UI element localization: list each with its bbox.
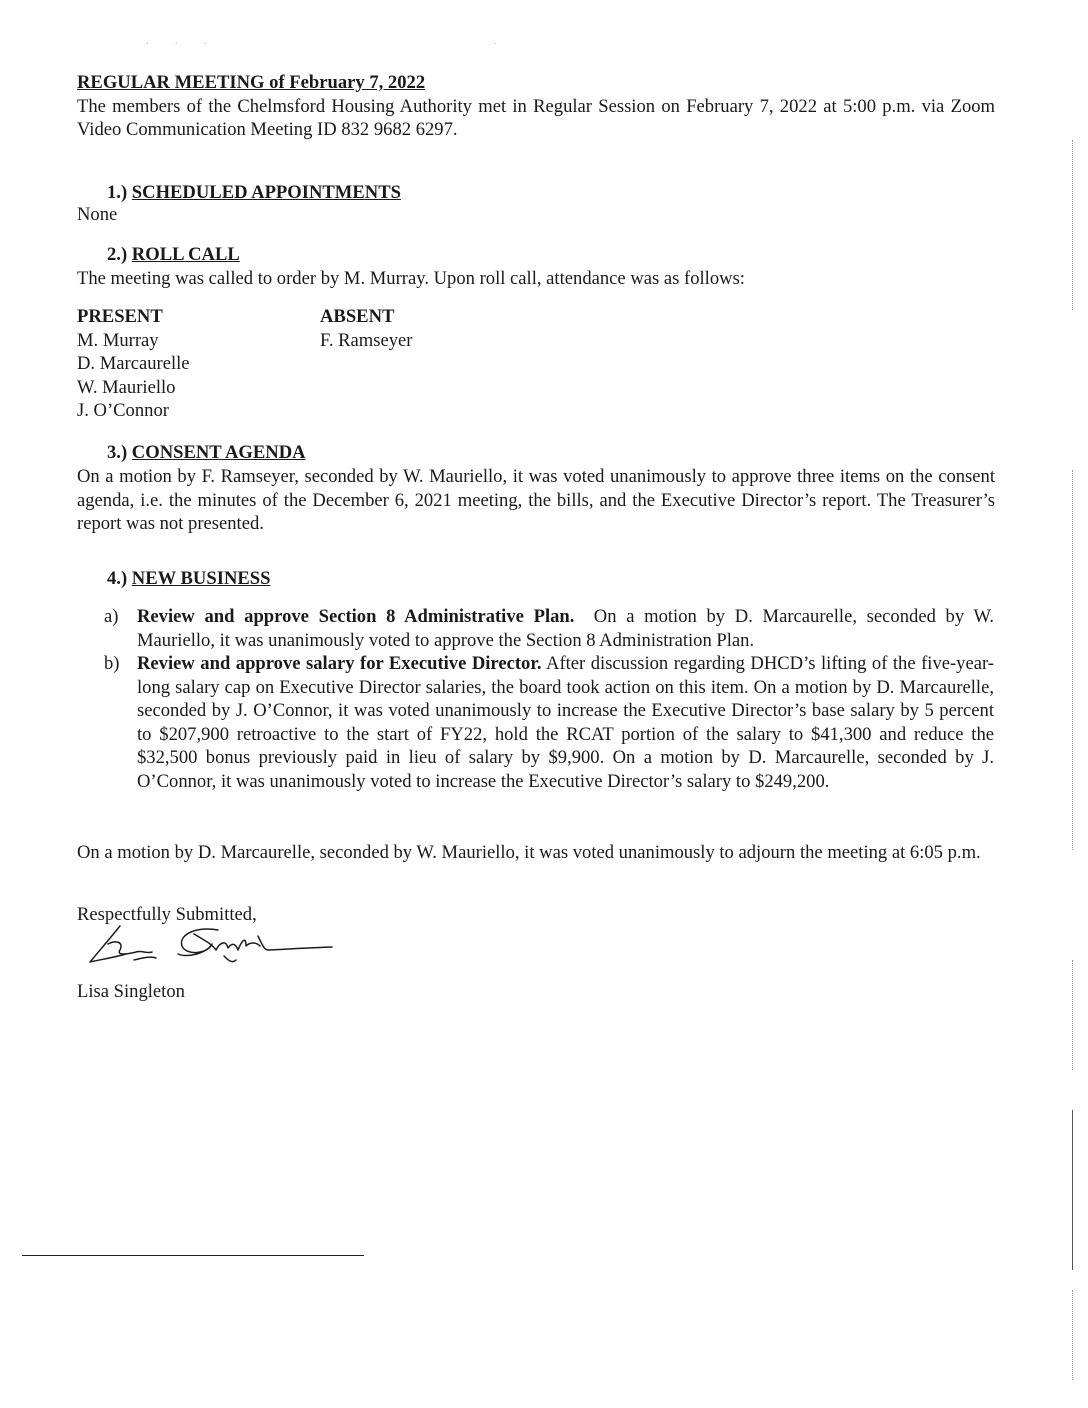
list-item-lead: Review and approve Section 8 Administrative Plan. [137,606,575,627]
list-item [104,652,994,793]
scan-edge-artifact [1072,960,1073,1070]
absent-member: F. Ramseyer [320,329,413,351]
adjournment-text: On a motion by D. Marcaurelle, seconded by W. Mauriello, it was voted unanimously to adjourn the meeting at 6:05 p.m. [77,842,981,863]
meeting-intro: The members of the Chelmsford Housing Authority met in Regular Session on February 7, 2022 at 5:00 p.m. via Zoom Video Communication Meeting ID 832 9682 6297. [77,95,995,140]
list-marker: a) [104,606,119,627]
present-member: M. Murray [77,329,159,351]
scan-edge-artifact [1072,470,1073,850]
footnote-divider [22,1255,364,1256]
present-member: W. Mauriello [77,376,176,398]
list-item-body [137,652,994,793]
section-number: 4.) [107,568,128,589]
present-member: J. O’Connor [77,400,169,421]
list-marker: b) [104,653,120,674]
section-title: SCHEDULED APPOINTMENTS [131,182,401,203]
list-item-lead: Review and approve salary for Executive Director. [137,653,542,674]
list-item-text: On a motion by D. Marcaurelle, seconded by W. Mauriello, it was unanimously voted to approve the Section 8 Administration Plan. [137,606,994,651]
scan-edge-artifact [1072,140,1073,310]
absent-label: ABSENT [320,306,395,327]
section-heading-roll-call [107,243,240,267]
present-label: PRESENT [77,306,163,327]
scan-edge-artifact [1072,1290,1073,1380]
section-title: ROLL CALL [131,244,240,265]
roll-call-body: The meeting was called to order by M. Murray. Upon roll call, attendance was as follows: [77,268,745,289]
scan-specks: . . . . [146,36,509,47]
section-heading-consent-agenda [107,441,306,465]
meeting-header [77,71,995,142]
consent-agenda-body: On a motion by F. Ramseyer, seconded by W. Mauriello, it was voted unanimously to approve three items on the consent agenda, i.e. the minutes of the December 6, 2021 meeting, the bills, and the Executive Director’s report. The Treasurer’s report was not presented. [77,466,995,534]
meeting-title: REGULAR MEETING of February 7, 2022 [77,72,426,93]
list-item-body [137,605,994,652]
section-heading-appointments [107,181,401,205]
list-item [104,605,994,652]
appointments-body: None [77,204,118,225]
list-item-text: After discussion regarding DHCD’s lifting of the five-year-long salary cap on Executive Director salaries, the board took action on this item. On a motion by D. Marcaurelle, seconded by J. O’Connor, it was voted unanimously to increase the Executive Director’s base salary by 5 percent to $207,900 retroactive to the start of FY22, hold the RCAT portion of the salary to $41,300 and reduce the $32,500 bonus previously paid in lieu of salary by $9,900. On a motion by D. Marcaurelle, seconded by J. O’Connor, it was unanimously voted to increase the Executive Director’s salary to $249,200. [137,653,994,792]
section-heading-new-business [107,567,270,591]
present-member: D. Marcaurelle [77,353,190,374]
absent-column [320,305,413,352]
section-title: CONSENT AGENDA [131,442,306,463]
scan-edge-artifact [1072,1110,1073,1270]
section-number: 2.) [107,244,128,265]
closing-salutation: Respectfully Submitted, [77,904,257,925]
section-number: 1.) [107,182,128,203]
signature-image [86,920,336,972]
present-column [77,305,190,423]
signer-name: Lisa Singleton [77,981,185,1002]
section-title: NEW BUSINESS [131,568,271,589]
section-number: 3.) [107,442,128,463]
